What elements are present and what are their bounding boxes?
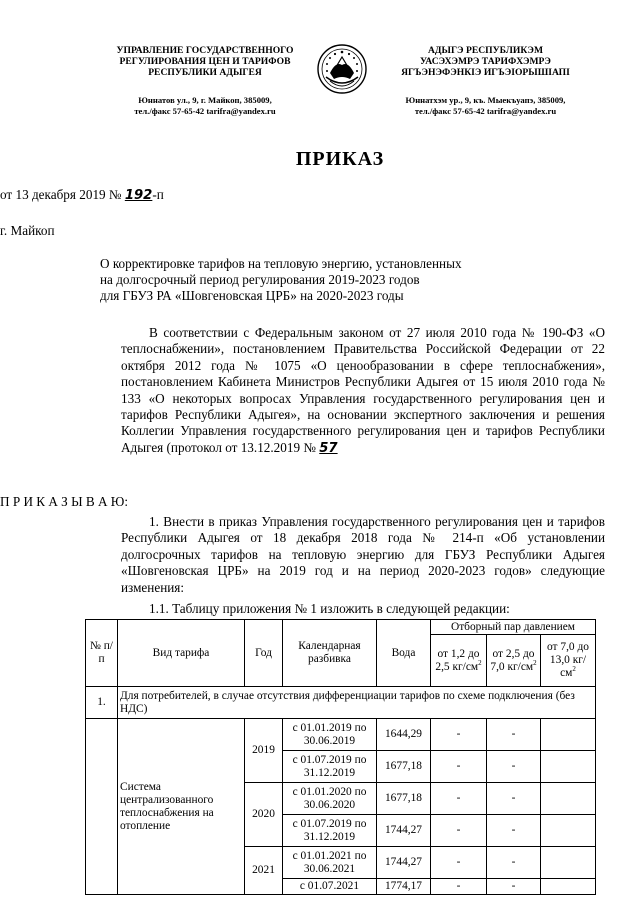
period-cell: с 01.07.2019 по 31.12.2019 [283,751,377,783]
unit-superscript: 2 [533,658,537,667]
p1-cell: - [431,879,487,895]
row-num-cell [86,719,118,895]
preamble-text: В соответствии с Федеральным законом от 27 июля 2010 года № 190-ФЗ «О теплоснабжении», постановлением Правительства Российской Федерации от 22 октября 2012 года № 1075 «О ценообразовании в сфере теплоснабжения», постановлением Кабинета Министров Республики Адыгея от 15 июля 2010 года № 133 «О некоторых вопросах Управления государственного регулирования цен и тарифов Республики Адыгея», на основании экспертного заключения и решения Коллегии Управления государственного регулирования цен и тарифов Республики Адыгея (протокол от 13.12.2019 № [121,325,605,455]
section-num: 1. [86,687,118,719]
water-cell: 1677,18 [377,783,431,815]
header-year: Год [245,620,283,687]
preamble [121,325,605,457]
table-header-row [86,620,596,635]
header-period: Календарная разбивка [283,620,377,687]
right-org-line: ЯГЪЭНЭФЭНКIЭ ИГЪЭIОРЫШIАПI [401,67,570,78]
p2-cell: - [487,815,541,847]
header-pressure-2 [487,635,541,687]
table-row [86,719,596,751]
period-cell: с 01.07.2021 [283,879,377,895]
left-address-line: Юннатов ул., 9, г. Майкоп, 385009, [138,95,272,105]
document-title: ПРИКАЗ [295,148,385,170]
water-cell: 1677,18 [377,751,431,783]
order-word: П Р И К А З Ы В А Ю: [0,494,129,509]
period-cell: с 01.01.2020 по 30.06.2020 [283,783,377,815]
p3-cell [541,783,596,815]
year-cell: 2020 [245,783,283,847]
order-date-line [0,187,640,204]
right-address-line: Юннатхэм ур., 9, къ. Мыекъуапэ, 385009, [405,95,566,105]
p2-cell: - [487,719,541,751]
order-date: от 13 декабря 2019 № [0,187,122,202]
order-subject [100,256,570,304]
protocol-number: 57 [319,440,338,456]
unit-superscript: 2 [572,665,576,674]
p2-cell: - [487,847,541,879]
subject-line: для ГБУЗ РА «Шовгеновская ЦРБ» на 2020-2023 годы [100,288,404,303]
header-num: № п/п [86,620,118,687]
left-org-name [105,45,305,78]
p1-cell: - [431,751,487,783]
item-1: 1. Внести в приказ Управления государственного регулирования цен и тарифов Республики Адыгея от 18 декабря 2018 года № 214-п «Об установлении долгосрочных тарифов на тепловую энергию для ГБУЗ Республики Адыгея «Шовгеновская ЦРБ» на 2019 год и на период 2020-2023 годов» следующие изменения: [121,514,605,595]
year-cell: 2019 [245,719,283,783]
tariff-table [85,619,596,895]
right-org-line: АДЫГЭ РЕСПУБЛИКЭМ [428,45,543,56]
header-pressure-2-text: от 2,5 до 7,0 кг/см [490,647,535,673]
coat-of-arms-icon [316,43,368,95]
order-number-suffix: -п [152,187,164,202]
city: г. Майкоп [0,223,55,238]
left-org-line: РЕГУЛИРОВАНИЯ ЦЕН И ТАРИФОВ [119,56,291,67]
p1-cell: - [431,847,487,879]
water-cell: 1744,27 [377,815,431,847]
row-label: Система централизованного теплоснабжения на отопление [118,719,245,895]
right-org-line: УАСЭХЭМРЭ ТАРИФХЭМРЭ [420,56,551,67]
header-steam-group: Отборный пар давлением [431,620,596,635]
period-cell: с 01.01.2021 по 30.06.2021 [283,847,377,879]
header-pressure-1-text: от 1,2 до 2,5 кг/см [435,647,480,673]
p3-cell [541,847,596,879]
subject-line: на долгосрочный период регулирования 2019-2023 годов [100,272,420,287]
p3-cell [541,751,596,783]
left-org-line: РЕСПУБЛИКИ АДЫГЕЯ [148,67,262,78]
water-cell: 1774,17 [377,879,431,895]
order-number: 192 [124,188,153,203]
right-org-name [378,45,593,78]
period-cell: с 01.01.2019 по 30.06.2019 [283,719,377,751]
subject-line: О корректировке тарифов на тепловую энергию, установленных [100,256,462,271]
table-section-row [86,687,596,719]
unit-superscript: 2 [478,658,482,667]
left-address [105,95,305,117]
p3-cell [541,879,596,895]
p1-cell: - [431,719,487,751]
left-address-line: тел./факс 57-65-42 tarifra@yandex.ru [134,106,276,116]
header-pressure-3 [541,635,596,687]
section-text: Для потребителей, в случае отсутствия дифференциации тарифов по схеме подключения (без НДС) [118,687,596,719]
p2-cell: - [487,783,541,815]
water-cell: 1744,27 [377,847,431,879]
period-cell: с 01.07.2019 по 31.12.2019 [283,815,377,847]
right-address [378,95,593,117]
p1-cell: - [431,783,487,815]
header-type: Вид тарифа [118,620,245,687]
year-cell: 2021 [245,847,283,895]
right-address-line: тел./факс 57-65-42 tarifra@yandex.ru [414,106,557,116]
header-pressure-3-text: от 7,0 до 13,0 кг/см [547,641,589,679]
p2-cell: - [487,751,541,783]
header-pressure-1 [431,635,487,687]
header-water: Вода [377,620,431,687]
p1-cell: - [431,815,487,847]
p3-cell [541,719,596,751]
item-1-1: 1.1. Таблицу приложения № 1 изложить в следующей редакции: [149,601,510,616]
left-org-line: УПРАВЛЕНИЕ ГОСУДАРСТВЕННОГО [116,45,294,56]
p2-cell: - [487,879,541,895]
p3-cell [541,815,596,847]
water-cell: 1644,29 [377,719,431,751]
